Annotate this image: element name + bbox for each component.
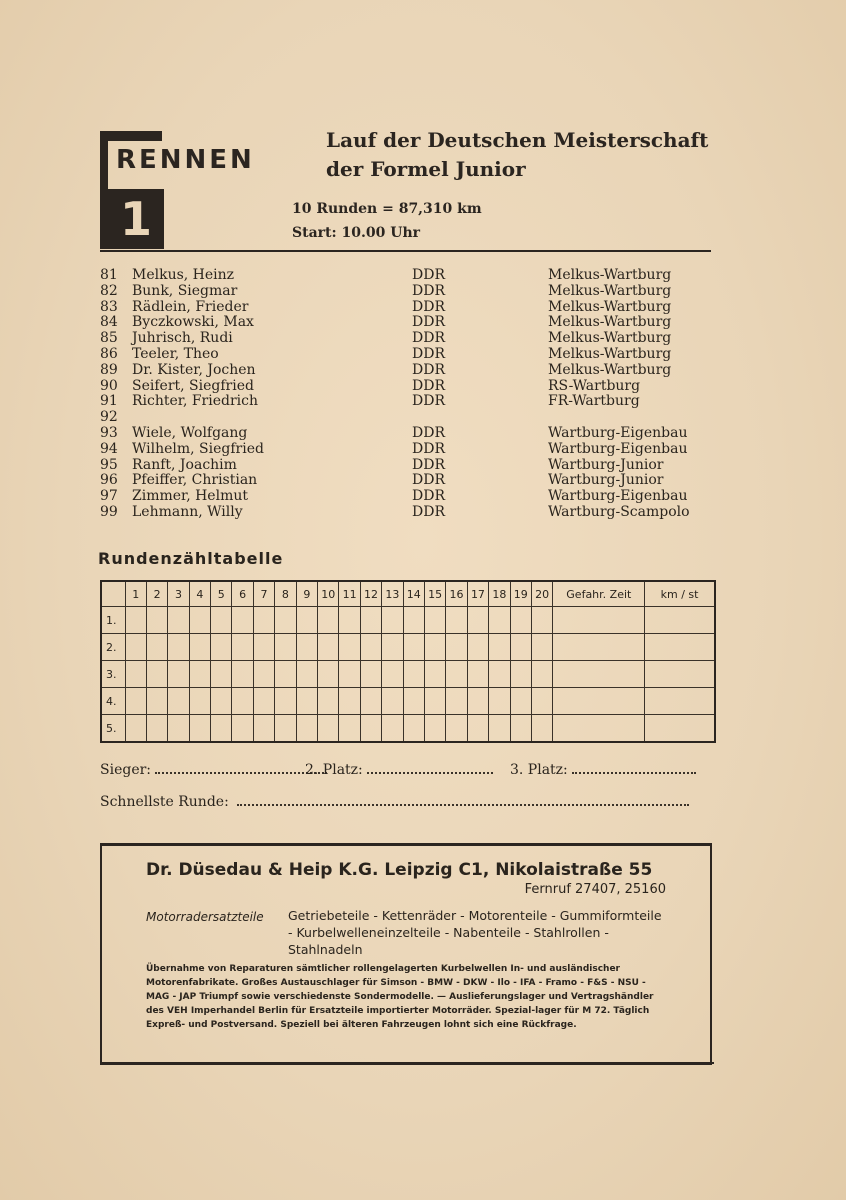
entry-number: 81 bbox=[100, 267, 118, 283]
entry-nation: DDR bbox=[412, 488, 445, 505]
lap-row-number: 4. bbox=[101, 688, 125, 715]
second-place-label: 2. Platz: bbox=[305, 762, 363, 778]
lap-cell[interactable] bbox=[211, 715, 232, 743]
lap-table-row bbox=[101, 661, 715, 688]
race-distance: 10 Runden = 87,310 km bbox=[292, 201, 482, 217]
lap-cell[interactable] bbox=[125, 607, 146, 634]
lap-cell[interactable] bbox=[446, 661, 467, 688]
lap-cell[interactable] bbox=[489, 715, 510, 743]
lap-header: 3 bbox=[168, 581, 189, 607]
speed-cell[interactable] bbox=[645, 688, 715, 715]
lap-cell[interactable] bbox=[232, 688, 253, 715]
lap-cell[interactable] bbox=[467, 661, 488, 688]
entry-car: Melkus-Wartburg bbox=[548, 345, 672, 362]
lap-table-row bbox=[101, 688, 715, 715]
lap-header: 18 bbox=[489, 581, 510, 607]
lap-header: 7 bbox=[253, 581, 274, 607]
entry-number: 82 bbox=[100, 282, 118, 299]
lap-cell[interactable] bbox=[168, 634, 189, 661]
entry-list bbox=[100, 268, 720, 521]
lap-cell[interactable] bbox=[339, 715, 360, 743]
lap-cell[interactable] bbox=[424, 661, 445, 688]
lap-cell[interactable] bbox=[424, 607, 445, 634]
entry-row bbox=[100, 331, 720, 347]
lap-cell[interactable] bbox=[489, 607, 510, 634]
race-start-time: Start: 10.00 Uhr bbox=[292, 225, 421, 241]
entry-number: 96 bbox=[100, 472, 118, 489]
lap-cell[interactable] bbox=[211, 607, 232, 634]
entry-number: 86 bbox=[100, 345, 118, 362]
winner-blank[interactable] bbox=[155, 771, 327, 774]
lap-header: 13 bbox=[382, 581, 403, 607]
fastest-lap-label: Schnellste Runde: bbox=[100, 794, 229, 810]
entry-driver: Lehmann, Willy bbox=[132, 503, 243, 520]
lap-cell[interactable] bbox=[467, 634, 488, 661]
lap-row-number: 5. bbox=[101, 715, 125, 743]
lap-header: 8 bbox=[275, 581, 296, 607]
entry-number: 85 bbox=[100, 330, 118, 347]
lap-cell[interactable] bbox=[360, 661, 381, 688]
lap-header: 2 bbox=[146, 581, 167, 607]
speed-cell[interactable] bbox=[645, 715, 715, 743]
speed-cell[interactable] bbox=[645, 661, 715, 688]
lap-cell[interactable] bbox=[510, 607, 531, 634]
fastest-lap-blank[interactable] bbox=[237, 804, 689, 806]
lap-cell[interactable] bbox=[403, 634, 424, 661]
badge-bar-left bbox=[100, 131, 108, 249]
lap-row-number: 3. bbox=[101, 661, 125, 688]
entry-row bbox=[100, 315, 720, 331]
entry-row bbox=[100, 458, 720, 474]
lap-cell[interactable] bbox=[253, 688, 274, 715]
lap-cell[interactable] bbox=[168, 688, 189, 715]
lap-cell[interactable] bbox=[189, 688, 210, 715]
badge-word: RENNEN bbox=[116, 145, 255, 175]
lap-cell[interactable] bbox=[125, 634, 146, 661]
entry-car: Melkus-Wartburg bbox=[548, 298, 672, 315]
entry-number: 95 bbox=[100, 456, 118, 473]
lap-cell[interactable] bbox=[296, 688, 317, 715]
time-cell[interactable] bbox=[553, 607, 645, 634]
entry-number: 83 bbox=[100, 298, 118, 315]
entry-row bbox=[100, 442, 720, 458]
entry-nation: DDR bbox=[412, 377, 445, 394]
lap-cell[interactable] bbox=[339, 661, 360, 688]
lap-cell[interactable] bbox=[189, 661, 210, 688]
lap-table-row bbox=[101, 715, 715, 743]
winner-label: Sieger: bbox=[100, 762, 152, 778]
entry-number: 90 bbox=[100, 377, 118, 394]
entry-driver: Byczkowski, Max bbox=[132, 314, 254, 331]
fastest-lap-field bbox=[100, 794, 689, 810]
lap-cell[interactable] bbox=[446, 607, 467, 634]
lap-cell[interactable] bbox=[253, 607, 274, 634]
advertisement-box bbox=[100, 843, 712, 1065]
lap-cell[interactable] bbox=[489, 634, 510, 661]
lap-table-row bbox=[101, 607, 715, 634]
lap-cell[interactable] bbox=[189, 715, 210, 743]
entry-row bbox=[100, 505, 720, 521]
lap-cell[interactable] bbox=[296, 715, 317, 743]
lap-cell[interactable] bbox=[232, 634, 253, 661]
entry-driver: Teeler, Theo bbox=[132, 345, 219, 362]
race-title-line2: der Formel Junior bbox=[326, 157, 526, 181]
lap-cell[interactable] bbox=[489, 688, 510, 715]
lap-cell[interactable] bbox=[125, 715, 146, 743]
lap-cell[interactable] bbox=[275, 661, 296, 688]
entry-car: Melkus-Wartburg bbox=[548, 267, 672, 283]
entry-number: 91 bbox=[100, 393, 118, 410]
lap-cell[interactable] bbox=[360, 715, 381, 743]
lap-cell[interactable] bbox=[296, 661, 317, 688]
lap-cell[interactable] bbox=[467, 688, 488, 715]
speed-cell[interactable] bbox=[645, 634, 715, 661]
time-cell[interactable] bbox=[553, 688, 645, 715]
time-header: Gefahr. Zeit bbox=[553, 581, 645, 607]
lap-counting-table bbox=[100, 580, 716, 743]
entry-car: Melkus-Wartburg bbox=[548, 361, 672, 378]
entry-car: Wartburg-Junior bbox=[548, 456, 664, 473]
entry-driver: Seifert, Siegfried bbox=[132, 377, 254, 394]
second-place-field bbox=[305, 762, 493, 778]
lap-header: 19 bbox=[510, 581, 531, 607]
entry-row bbox=[100, 284, 720, 300]
lap-cell[interactable] bbox=[531, 607, 552, 634]
lap-table-header bbox=[101, 581, 715, 607]
entry-row bbox=[100, 426, 720, 442]
entry-driver: Melkus, Heinz bbox=[132, 267, 235, 283]
entry-nation: DDR bbox=[412, 330, 445, 347]
lap-cell[interactable] bbox=[189, 607, 210, 634]
third-place-field bbox=[510, 762, 696, 778]
lap-cell[interactable] bbox=[296, 634, 317, 661]
lap-header: 12 bbox=[360, 581, 381, 607]
bottom-rule bbox=[100, 1062, 714, 1064]
lap-cell[interactable] bbox=[446, 688, 467, 715]
entry-car: Wartburg-Junior bbox=[548, 472, 664, 489]
speed-header: km / st bbox=[645, 581, 715, 607]
lap-header: 14 bbox=[403, 581, 424, 607]
badge-number: 1 bbox=[108, 189, 164, 249]
lap-header: 5 bbox=[211, 581, 232, 607]
entry-row bbox=[100, 489, 720, 505]
time-cell[interactable] bbox=[553, 634, 645, 661]
lap-cell[interactable] bbox=[189, 634, 210, 661]
third-place-blank[interactable] bbox=[572, 771, 696, 774]
lap-header: 4 bbox=[189, 581, 210, 607]
lap-cell[interactable] bbox=[339, 634, 360, 661]
lap-cell[interactable] bbox=[531, 634, 552, 661]
entry-nation: DDR bbox=[412, 282, 445, 299]
lap-header: 9 bbox=[296, 581, 317, 607]
lap-header: 20 bbox=[531, 581, 552, 607]
lap-cell[interactable] bbox=[168, 715, 189, 743]
entry-nation: DDR bbox=[412, 503, 445, 520]
ad-phone: Fernruf 27407, 25160 bbox=[524, 882, 666, 897]
lap-cell[interactable] bbox=[403, 607, 424, 634]
entry-car: FR-Wartburg bbox=[548, 393, 640, 410]
lap-cell[interactable] bbox=[253, 634, 274, 661]
lap-cell[interactable] bbox=[446, 715, 467, 743]
lap-cell[interactable] bbox=[382, 661, 403, 688]
lap-cell[interactable] bbox=[360, 634, 381, 661]
ad-category: Motorradersatzteile bbox=[146, 910, 264, 924]
entry-driver: Wiele, Wolfgang bbox=[132, 424, 248, 441]
lap-header: 15 bbox=[424, 581, 445, 607]
entry-car: Melkus-Wartburg bbox=[548, 314, 672, 331]
lap-cell[interactable] bbox=[446, 634, 467, 661]
lap-cell[interactable] bbox=[296, 607, 317, 634]
entry-driver: Pfeiffer, Christian bbox=[132, 472, 258, 489]
entry-row bbox=[100, 394, 720, 410]
entry-number: 93 bbox=[100, 424, 118, 441]
lap-table-row bbox=[101, 634, 715, 661]
entry-driver: Richter, Friedrich bbox=[132, 393, 258, 410]
entry-car: Melkus-Wartburg bbox=[548, 330, 672, 347]
lap-cell[interactable] bbox=[318, 634, 339, 661]
lap-row-number: 1. bbox=[101, 607, 125, 634]
entry-nation: DDR bbox=[412, 456, 445, 473]
entry-nation: DDR bbox=[412, 345, 445, 362]
entry-number: 94 bbox=[100, 440, 118, 457]
lap-cell[interactable] bbox=[318, 715, 339, 743]
lap-cell[interactable] bbox=[510, 715, 531, 743]
lap-cell[interactable] bbox=[531, 661, 552, 688]
lap-cell[interactable] bbox=[146, 607, 167, 634]
entry-car: Wartburg-Scampolo bbox=[548, 503, 690, 520]
entry-nation: DDR bbox=[412, 440, 445, 457]
winner-field bbox=[100, 762, 327, 778]
entry-nation: DDR bbox=[412, 424, 445, 441]
entry-row bbox=[100, 410, 720, 426]
entry-row bbox=[100, 300, 720, 316]
lap-cell[interactable] bbox=[168, 607, 189, 634]
lap-header: 16 bbox=[446, 581, 467, 607]
lap-cell[interactable] bbox=[275, 715, 296, 743]
lap-cell[interactable] bbox=[318, 661, 339, 688]
lap-cell[interactable] bbox=[531, 688, 552, 715]
lap-cell[interactable] bbox=[360, 607, 381, 634]
entry-driver: Bunk, Siegmar bbox=[132, 282, 238, 299]
lap-cell[interactable] bbox=[318, 688, 339, 715]
lap-row-number: 2. bbox=[101, 634, 125, 661]
lap-cell[interactable] bbox=[403, 715, 424, 743]
entry-number: 92 bbox=[100, 409, 118, 426]
entry-row bbox=[100, 473, 720, 489]
lap-cell[interactable] bbox=[232, 607, 253, 634]
entry-number: 97 bbox=[100, 488, 118, 505]
race-title-line1: Lauf der Deutschen Meisterschaft bbox=[326, 128, 709, 152]
lap-cell[interactable] bbox=[253, 661, 274, 688]
lap-cell[interactable] bbox=[275, 634, 296, 661]
entry-driver: Dr. Kister, Jochen bbox=[132, 361, 256, 378]
entry-nation: DDR bbox=[412, 361, 445, 378]
lap-cell[interactable] bbox=[403, 688, 424, 715]
entry-nation: DDR bbox=[412, 267, 445, 283]
lap-cell[interactable] bbox=[403, 661, 424, 688]
entry-number: 89 bbox=[100, 361, 118, 378]
lap-cell[interactable] bbox=[211, 688, 232, 715]
lap-cell[interactable] bbox=[531, 715, 552, 743]
lap-header: 6 bbox=[232, 581, 253, 607]
entry-number: 84 bbox=[100, 314, 118, 331]
lap-cell[interactable] bbox=[510, 634, 531, 661]
entry-car: Wartburg-Eigenbau bbox=[548, 440, 688, 457]
entry-nation: DDR bbox=[412, 472, 445, 489]
race-badge bbox=[100, 131, 255, 249]
lap-cell[interactable] bbox=[211, 634, 232, 661]
lap-cell[interactable] bbox=[168, 661, 189, 688]
lap-header: 10 bbox=[318, 581, 339, 607]
lap-cell[interactable] bbox=[424, 688, 445, 715]
lap-cell[interactable] bbox=[146, 634, 167, 661]
lap-cell[interactable] bbox=[253, 715, 274, 743]
second-place-blank[interactable] bbox=[367, 771, 493, 774]
lap-cell[interactable] bbox=[467, 715, 488, 743]
ad-company: Dr. Düsedau & Heip K.G. Leipzig C1, Nikolaistraße 55 bbox=[146, 860, 653, 880]
entry-car: Melkus-Wartburg bbox=[548, 282, 672, 299]
lap-cell[interactable] bbox=[125, 661, 146, 688]
lap-cell[interactable] bbox=[510, 661, 531, 688]
lap-cell[interactable] bbox=[424, 634, 445, 661]
lap-cell[interactable] bbox=[510, 688, 531, 715]
entry-row bbox=[100, 363, 720, 379]
lap-cell[interactable] bbox=[339, 607, 360, 634]
lap-cell[interactable] bbox=[232, 661, 253, 688]
lap-cell[interactable] bbox=[424, 715, 445, 743]
entry-row bbox=[100, 347, 720, 363]
third-place-label: 3. Platz: bbox=[510, 762, 568, 778]
lap-header: 17 bbox=[467, 581, 488, 607]
lap-header: 1 bbox=[125, 581, 146, 607]
entry-driver: Wilhelm, Siegfried bbox=[132, 440, 264, 457]
lap-cell[interactable] bbox=[275, 607, 296, 634]
lap-cell[interactable] bbox=[146, 661, 167, 688]
entry-driver: Ranft, Joachim bbox=[132, 456, 237, 473]
entry-nation: DDR bbox=[412, 298, 445, 315]
entry-row bbox=[100, 379, 720, 395]
ad-products: Getriebeteile - Kettenräder - Motorenteile - Gummiformteile - Kurbelwelleneinzelteile - Nabenteile - Stahlrollen - Stahlnadeln bbox=[288, 908, 662, 957]
lap-cell[interactable] bbox=[339, 688, 360, 715]
entry-driver: Juhrisch, Rudi bbox=[132, 330, 233, 347]
lap-cell[interactable] bbox=[382, 715, 403, 743]
header-rule bbox=[100, 250, 711, 252]
lap-cell[interactable] bbox=[125, 688, 146, 715]
ad-body: Übernahme von Reparaturen sämtlicher rollengelagerten Kurbelwellen In- und ausländischer Motorenfabrikate. Großes Austauschlager für Simson - BMW - DKW - Ilo - IFA - Framo - F&S - NSU - MAG - JAP Triumpf sowie verschiedenste Sondermodelle. — Auslieferungslager und Vertragshändler des VEH Imperhandel Berlin für Ersatzteile importierter Motorräder. Spezial-lager für M 72. Täglich Expreß- und Postversand. Speziell bei älteren Fahrzeugen lohnt sich eine Rückfrage. bbox=[146, 964, 654, 1030]
lap-header-corner bbox=[101, 581, 125, 607]
speed-cell[interactable] bbox=[645, 607, 715, 634]
lap-cell[interactable] bbox=[146, 715, 167, 743]
entry-car: RS-Wartburg bbox=[548, 377, 641, 394]
lap-cell[interactable] bbox=[318, 607, 339, 634]
lap-cell[interactable] bbox=[146, 688, 167, 715]
entry-row bbox=[100, 268, 720, 284]
entry-number: 99 bbox=[100, 503, 118, 520]
entry-car: Wartburg-Eigenbau bbox=[548, 424, 688, 441]
entry-driver: Rädlein, Frieder bbox=[132, 298, 249, 315]
entry-nation: DDR bbox=[412, 393, 445, 410]
lap-cell[interactable] bbox=[360, 688, 381, 715]
entry-driver: Zimmer, Helmut bbox=[132, 488, 248, 505]
badge-bar-top bbox=[100, 131, 162, 141]
entry-car: Wartburg-Eigenbau bbox=[548, 488, 688, 505]
lap-cell[interactable] bbox=[275, 688, 296, 715]
lap-cell[interactable] bbox=[211, 661, 232, 688]
lap-cell[interactable] bbox=[467, 607, 488, 634]
time-cell[interactable] bbox=[553, 715, 645, 743]
lap-cell[interactable] bbox=[382, 634, 403, 661]
lap-cell[interactable] bbox=[489, 661, 510, 688]
entry-nation: DDR bbox=[412, 314, 445, 331]
lap-cell[interactable] bbox=[382, 688, 403, 715]
lap-cell[interactable] bbox=[382, 607, 403, 634]
lap-header: 11 bbox=[339, 581, 360, 607]
time-cell[interactable] bbox=[553, 661, 645, 688]
lap-cell[interactable] bbox=[232, 715, 253, 743]
lap-table-title: Rundenzähltabelle bbox=[98, 549, 284, 568]
